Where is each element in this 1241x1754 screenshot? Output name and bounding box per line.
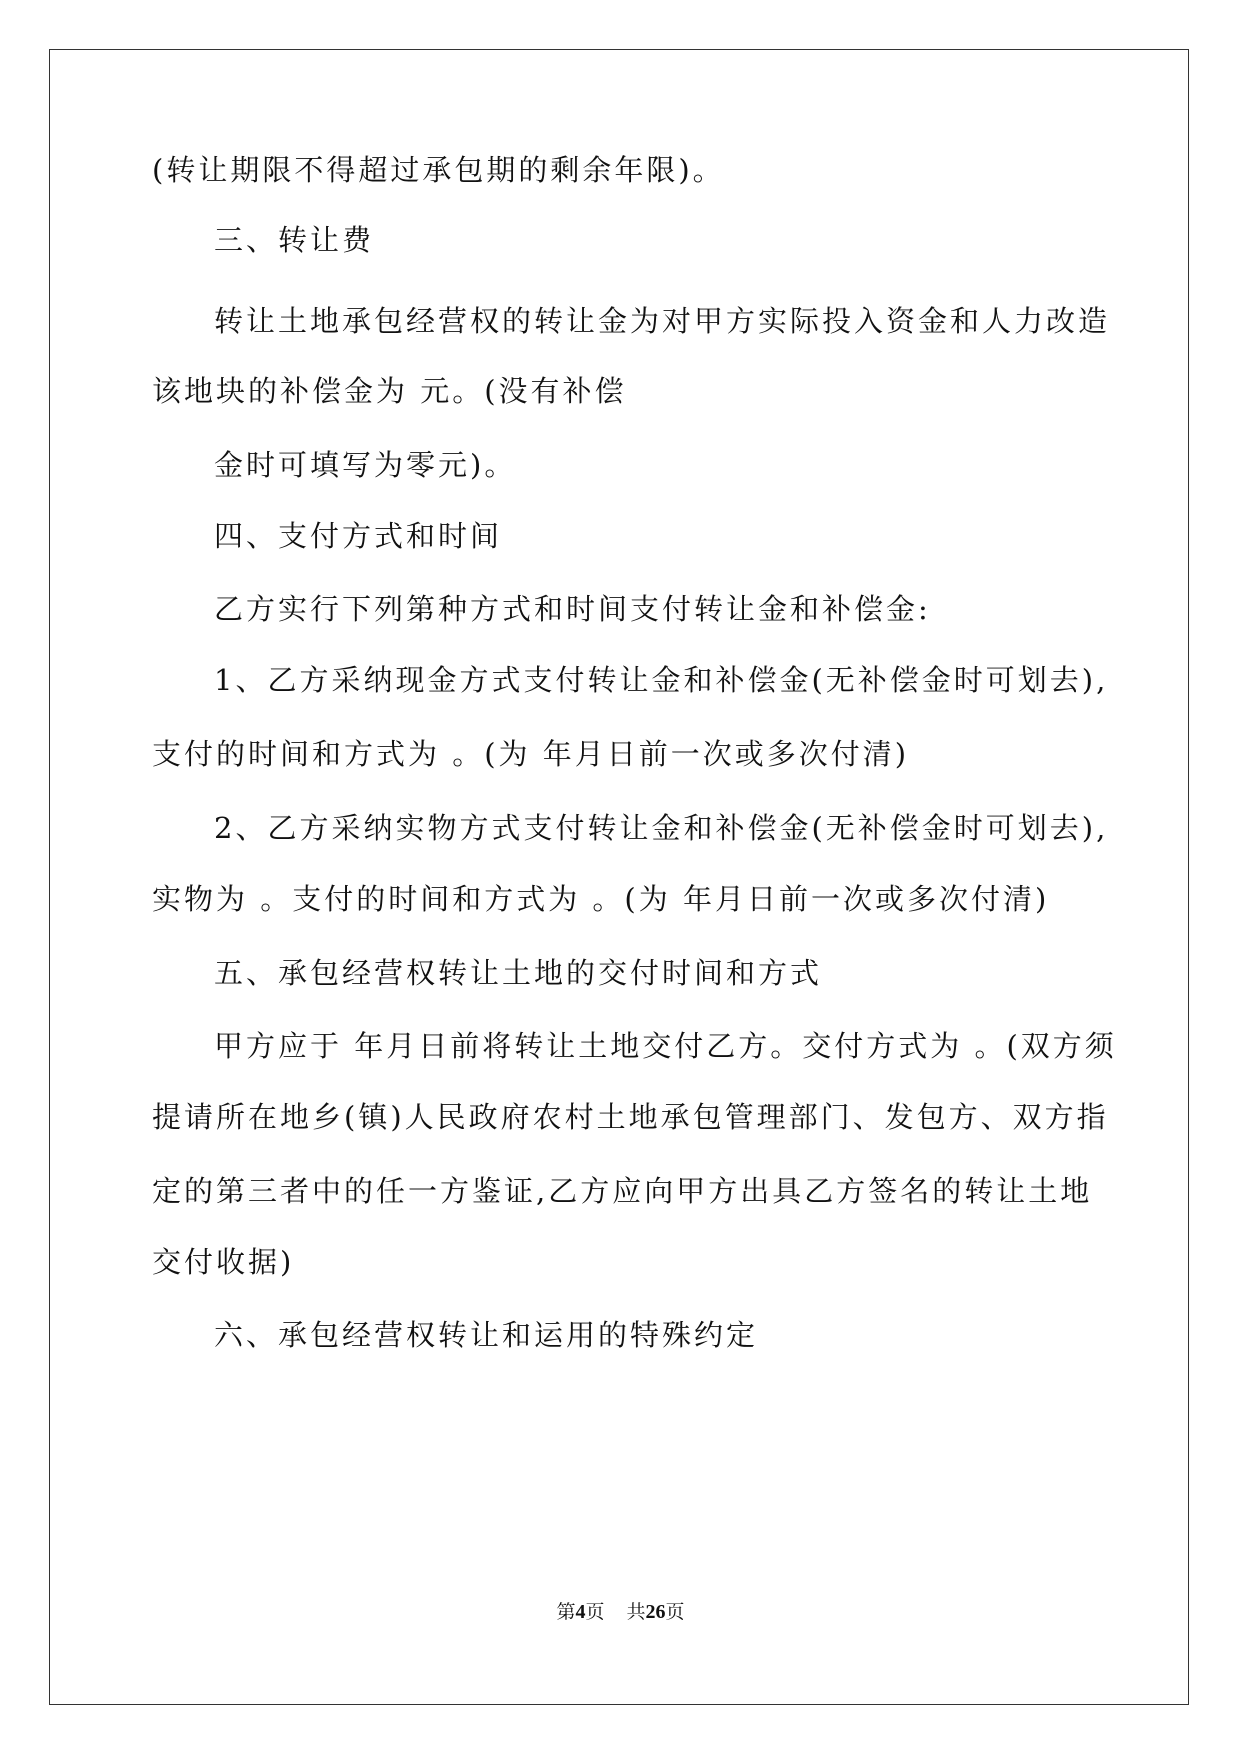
text-line: 该地块的补偿金为 元。(没有补偿	[152, 374, 627, 408]
text-line: 转让土地承包经营权的转让金为对甲方实际投入资金和人力改造	[214, 304, 1111, 338]
section-heading-5: 五、承包经营权转让土地的交付时间和方式	[214, 956, 823, 990]
text-line: 提请所在地乡(镇)人民政府农村土地承包管理部门、发包方、双方指	[152, 1100, 1109, 1134]
page-border	[49, 49, 1189, 1705]
section-heading-6: 六、承包经营权转让和运用的特殊约定	[214, 1318, 759, 1352]
text-line: 乙方实行下列第种方式和时间支付转让金和补偿金:	[214, 592, 931, 626]
total-prefix: 共	[626, 1601, 646, 1623]
text-line: 支付的时间和方式为 。(为 年月日前一次或多次付清)	[152, 737, 910, 771]
text-line: 甲方应于 年月日前将转让土地交付乙方。交付方式为 。(双方须	[214, 1029, 1117, 1063]
page-number: 4	[575, 1601, 586, 1623]
page-unit: 页	[585, 1601, 605, 1623]
text-line: 交付收据)	[152, 1245, 295, 1279]
total-unit: 页	[665, 1601, 685, 1623]
total-pages: 26	[645, 1601, 666, 1623]
text-line: 1、乙方采纳现金方式支付转让金和补偿金(无补偿金时可划去),	[214, 663, 1109, 697]
text-line: 实物为 。支付的时间和方式为 。(为 年月日前一次或多次付清)	[152, 882, 1050, 916]
text-line: 金时可填写为零元)。	[214, 448, 517, 482]
text-line: 定的第三者中的任一方鉴证,乙方应向甲方出具乙方签名的转让土地	[152, 1174, 1093, 1208]
section-heading-3: 三、转让费	[214, 223, 375, 257]
page-footer	[0, 1598, 1241, 1626]
text-line: 2、乙方采纳实物方式支付转让金和补偿金(无补偿金时可划去),	[214, 811, 1109, 845]
section-heading-4: 四、支付方式和时间	[214, 519, 503, 553]
text-line: (转让期限不得超过承包期的剩余年限)。	[152, 153, 725, 187]
page-prefix: 第	[556, 1601, 576, 1623]
